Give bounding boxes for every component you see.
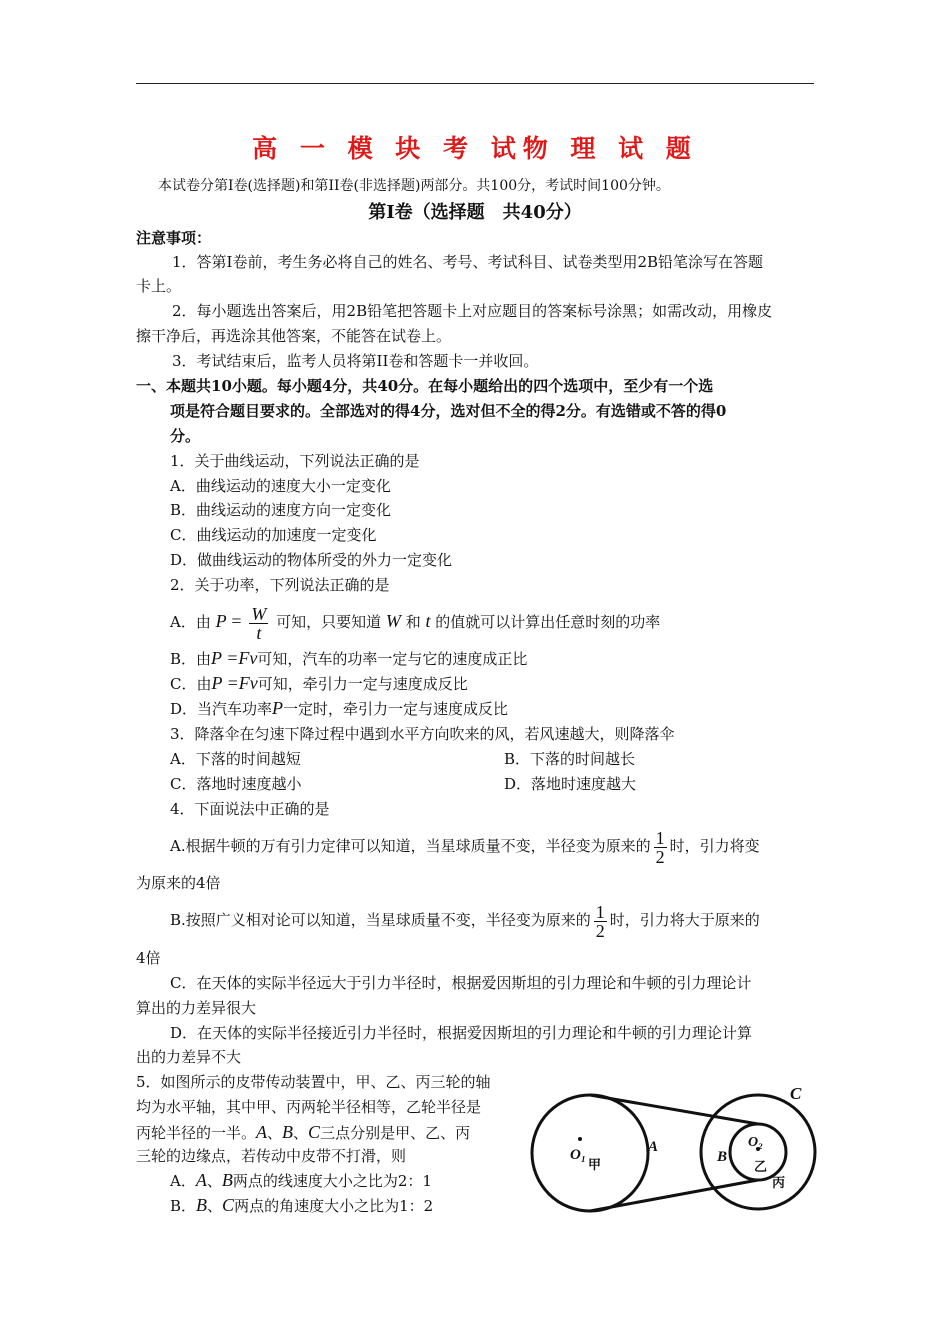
q1-option-a: A．曲线运动的速度大小一定变化 (170, 477, 391, 495)
part1-instructions-end: 分。 (170, 427, 201, 445)
q5-stem-line1: 5．如图所示的皮带传动装置中，甲、乙、丙三轮的轴 (136, 1073, 491, 1091)
label-yi: 乙 (754, 1160, 768, 1175)
wheel-jia (532, 1095, 648, 1211)
label-A: A (648, 1139, 659, 1155)
q2-c-formula: P =Fv (211, 673, 258, 693)
q5-point-B: B (282, 1122, 294, 1142)
q2-d-P: P (272, 698, 284, 718)
q5-l3-suffix: 三点分别是甲、乙、丙 (320, 1124, 471, 1142)
q2-b-prefix: B．由 (170, 650, 212, 668)
q2-a-numerator: W (251, 603, 267, 624)
q2-a-P: P (215, 611, 227, 631)
q2-c-prefix: C．由 (170, 675, 212, 693)
notice-item-1-cont: 卡上。 (136, 277, 182, 295)
q4-stem: 4．下面说法中正确的是 (170, 800, 330, 818)
q5-l3-prefix: 丙轮半径的一半。 (136, 1124, 257, 1142)
q4-option-a (170, 822, 760, 870)
label-O1: O₁ (570, 1147, 587, 1163)
q5-point-C: C (308, 1122, 321, 1142)
q1-stem: 1．关于曲线运动，下列说法正确的是 (170, 452, 420, 470)
q4-a-fraction (654, 829, 667, 866)
part1-instructions-cont: 项是符合题目要求的。全部选对的得4分，选对但不全的得2分。有选错或不答的得0 (170, 402, 727, 420)
q5-b-B: B (196, 1195, 208, 1215)
q2-d-prefix: D．当汽车功率 (170, 700, 273, 718)
q5-b-C: C (222, 1195, 235, 1215)
notice-heading: 注意事项： (136, 229, 212, 247)
q2-a-mid: 可知，只要知道 (276, 613, 382, 631)
q2-a-W: W (385, 611, 401, 631)
q4-option-c-cont: 算出的力差异很大 (136, 999, 257, 1017)
q5-b-prefix: B． (170, 1197, 197, 1215)
q5-option-a (170, 1170, 432, 1191)
q5-stem-line3 (136, 1122, 470, 1143)
q4-option-d: D．在天体的实际半径接近引力半径时，根据爱因斯坦的引力理论和牛顿的引力理论计算 (170, 1024, 753, 1042)
q2-option-c (170, 673, 468, 694)
header-rule (136, 83, 814, 84)
q5-a-prefix: A． (170, 1172, 196, 1190)
q3-option-c: C．落地时速度越小 (170, 775, 302, 793)
q4-a-suffix: 时，引力将变 (669, 837, 760, 855)
q4-option-d-cont: 出的力差异不大 (136, 1048, 242, 1066)
label-jia: 甲 (588, 1158, 602, 1173)
q5-a-sep: 、 (206, 1172, 222, 1190)
label-bing: 丙 (772, 1176, 786, 1191)
q4-option-a-cont: 为原来的4倍 (136, 874, 221, 892)
q2-a-prefix: A．由 (170, 613, 211, 631)
q5-a-A: A (195, 1170, 207, 1190)
notice-item-3: 3．考试结束后，监考人员将第II卷和答题卡一并收回。 (172, 352, 539, 370)
q2-b-suffix: 可知，汽车的功率一定与它的速度成正比 (257, 650, 528, 668)
q2-a-and: 和 (405, 613, 421, 631)
q4-a-denominator: 2 (655, 846, 665, 867)
q5-option-b (170, 1195, 433, 1216)
q2-b-formula: P =Fv (211, 648, 258, 668)
q4-option-b-cont: 4倍 (136, 949, 161, 967)
q4-a-text: A.根据牛顿的万有引力定律可以知道，当星球质量不变，半径变为原来的 (170, 837, 651, 855)
q3-option-d: D．落地时速度越大 (504, 775, 637, 793)
q1-option-b: B．曲线运动的速度方向一定变化 (170, 501, 392, 519)
notice-item-2: 2．每小题选出答案后，用2B铅笔把答题卡上对应题目的答案标号涂黑；如需改动，用橡皮 (172, 302, 773, 320)
notice-item-1: 1．答第Ⅰ卷前，考生务必将自己的姓名、考号、考试科目、试卷类型用2B铅笔涂写在答题 (172, 253, 764, 271)
notice-item-2-cont: 擦干净后，再选涂其他答案，不能答在试卷上。 (136, 327, 452, 345)
q2-a-fraction (249, 605, 268, 642)
q4-b-suffix: 时，引力将大于原来的 (609, 911, 760, 929)
q4-b-fraction (594, 903, 607, 940)
q4-option-b (170, 896, 760, 944)
q3-option-b: B．下落的时间越长 (504, 750, 636, 768)
q4-a-numerator: 1 (655, 827, 665, 848)
q2-a-eq: = (231, 611, 242, 631)
q2-d-suffix: 一定时，牵引力一定与速度成反比 (283, 700, 509, 718)
belt-pulley-diagram (528, 1079, 818, 1229)
q3-stem: 3．降落伞在匀速下降过程中遇到水平方向吹来的风，若风速越大，则降落伞 (170, 725, 675, 743)
section-heading: 第Ⅰ卷（选择题 共40分） (368, 202, 582, 223)
label-O2: O₂ (748, 1135, 763, 1150)
q5-b-suffix: 两点的角速度大小之比为1：2 (234, 1197, 434, 1215)
axle-o1 (578, 1137, 582, 1141)
part1-instructions: 一、本题共10小题。每小题4分，共40分。在每小题给出的四个选项中，至少有一个选 (136, 377, 714, 395)
q4-b-denominator: 2 (595, 920, 605, 941)
q5-stem-line2: 均为水平轴，其中甲、丙两轮半径相等，乙轮半径是 (136, 1098, 482, 1116)
q1-option-d: D．做曲线运动的物体所受的外力一定变化 (170, 551, 453, 569)
q5-a-B: B (221, 1170, 233, 1190)
q2-c-suffix: 可知，牵引力一定与速度成反比 (257, 675, 468, 693)
q1-option-c: C．曲线运动的加速度一定变化 (170, 526, 377, 544)
q5-sep: 、 (267, 1124, 283, 1142)
q5-point-A: A (256, 1122, 268, 1142)
q3-option-a: A．下落的时间越短 (170, 750, 301, 768)
q4-option-c: C．在天体的实际半径远大于引力半径时，根据爱因斯坦的引力理论和牛顿的引力理论计 (170, 974, 752, 992)
intro-text: 本试卷分第Ⅰ卷(选择题)和第II卷(非选择题)两部分。共100分，考试时间100分钟。 (158, 178, 670, 194)
q5-b-sep: 、 (207, 1197, 223, 1215)
q2-a-t: t (425, 611, 431, 631)
q2-option-d (170, 698, 508, 719)
q2-a-denominator: t (256, 622, 262, 643)
belt-lower (590, 1180, 758, 1211)
q2-a-suffix: 的值就可以计算出任意时刻的功率 (435, 613, 661, 631)
q5-sep: 、 (293, 1124, 309, 1142)
page-title: 高 一 模 块 考 试物 理 试 题 (252, 134, 698, 163)
q5-a-suffix: 两点的线速度大小之比为2：1 (232, 1172, 432, 1190)
q2-stem: 2．关于功率，下列说法正确的是 (170, 576, 390, 594)
q2-option-b (170, 648, 527, 669)
q4-b-text: B.按照广义相对论可以知道，当星球质量不变，半径变为原来的 (170, 911, 591, 929)
label-B: B (717, 1149, 728, 1165)
q5-stem-line4: 三轮的边缘点，若传动中皮带不打滑，则 (136, 1147, 407, 1165)
label-C: C (790, 1084, 802, 1103)
q2-option-a (170, 597, 660, 646)
q4-b-numerator: 1 (595, 901, 605, 922)
